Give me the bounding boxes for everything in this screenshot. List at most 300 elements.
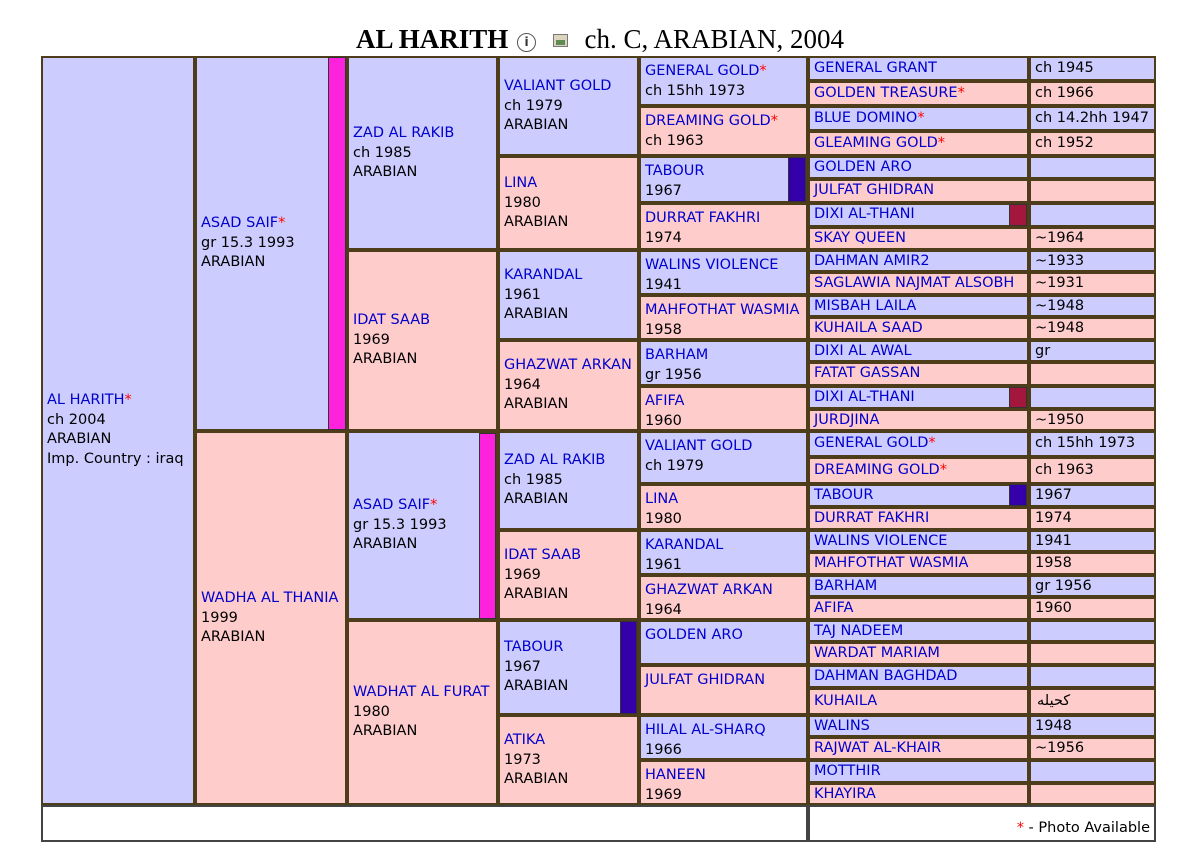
horse-entry [500, 252, 637, 325]
horse-name-link[interactable]: WADHAT AL FURAT [353, 684, 490, 700]
horse-name-link[interactable]: JULFAT GHIDRAN [645, 672, 766, 688]
horse-entry [810, 411, 1027, 431]
horse-detail-line: 1964 [645, 601, 682, 618]
gen5-info-cell [1029, 156, 1156, 179]
gen4-cell [639, 665, 808, 715]
horse-info: ~1950 [1035, 412, 1085, 428]
gen4-cell [639, 431, 808, 484]
horse-name-link[interactable]: GENERAL GOLD [645, 63, 760, 79]
horse-name-row [645, 162, 806, 182]
horse-info: gr 1956 [1035, 578, 1092, 594]
horse-name-link[interactable]: WARDAT MARIAM [814, 645, 940, 661]
horse-info: ~1948 [1035, 320, 1085, 336]
horse-name-row [645, 256, 806, 276]
horse-info: 1960 [1035, 600, 1072, 616]
horse-name-row [504, 174, 637, 194]
gen4-cell [639, 530, 808, 575]
gen4-cell [639, 760, 808, 805]
horse-name-link[interactable]: DAHMAN AMIR2 [814, 253, 930, 269]
gen5-info-cell [1029, 597, 1156, 620]
horse-entry [641, 667, 806, 691]
horse-name-row [645, 392, 806, 412]
horse-entry [810, 622, 1027, 642]
horse-name-row [504, 638, 637, 658]
horse-name-link[interactable]: IDAT SAAB [504, 547, 582, 563]
horse-name-link[interactable]: MOTTHIR [814, 763, 881, 779]
horse-name-link[interactable]: KARANDAL [645, 537, 724, 553]
horse-info: gr [1035, 343, 1051, 359]
horse-entry [197, 433, 345, 648]
gen5-info-cell [1029, 295, 1156, 317]
horse-name-link[interactable]: ATIKA [504, 732, 546, 748]
photo-available-marker: * [770, 113, 778, 129]
horse-detail-line: 1999 [201, 609, 238, 626]
horse-name-link[interactable]: MAHFOTHAT WASMIA [814, 555, 969, 571]
horse-name-link[interactable]: BARHAM [645, 347, 709, 363]
horse-name-row [504, 356, 637, 376]
horse-name-link[interactable]: GOLDEN ARO [645, 627, 743, 643]
horse-name-link[interactable]: ZAD AL RAKIB [353, 125, 455, 141]
gen5-info-cell [1029, 642, 1156, 665]
gen5-info-cell [1029, 783, 1156, 805]
horse-name-link[interactable]: MAHFOTHAT WASMIA [645, 302, 800, 318]
horse-entry [810, 342, 1027, 362]
photo-available-marker: * [430, 497, 438, 513]
grandparent-cell [347, 250, 498, 431]
horse-detail-line: 1967 [504, 658, 541, 675]
horse-detail-line: ARABIAN [353, 351, 418, 368]
gen4-cell [639, 250, 808, 295]
horse-detail-line: ARABIAN [504, 117, 569, 134]
horse-name-link[interactable]: KUHAILA [814, 693, 878, 709]
horse-detail-line: gr 15.3 1993 [201, 234, 295, 251]
gen5-name-cell [808, 457, 1029, 484]
horse-entry [641, 577, 806, 620]
gen5-info-cell [1029, 362, 1156, 386]
horse-name-link[interactable]: IDAT SAAB [353, 312, 431, 328]
horse-entry [500, 622, 637, 697]
horse-entry [500, 158, 637, 233]
horse-name-link[interactable]: GHAZWAT ARKAN [504, 357, 632, 373]
legend-cell [808, 805, 1156, 842]
horse-name-link[interactable]: ASAD SAIF [353, 497, 431, 513]
horse-entry [810, 599, 1027, 619]
horse-entry [810, 83, 1027, 104]
gen5-name-cell [808, 665, 1029, 688]
horse-name-row [645, 301, 806, 321]
gen5-info-cell [1029, 431, 1156, 457]
horse-name-link[interactable]: VALIANT GOLD [504, 78, 612, 94]
horse-detail-line: ch 2004 [47, 411, 106, 428]
horse-name-row [645, 437, 806, 457]
horse-detail-line: 1969 [353, 331, 390, 348]
horse-entry [43, 58, 193, 469]
gen4-cell [639, 203, 808, 250]
gen4-cell [639, 715, 808, 760]
horse-name-link[interactable]: LINA [504, 175, 538, 191]
gen5-info-cell [1029, 81, 1156, 106]
photo-available-marker: * [917, 110, 925, 126]
info-icon[interactable]: i [517, 33, 536, 52]
grandparent-cell [347, 56, 498, 250]
gen5-info-cell [1029, 131, 1156, 156]
horse-name-link[interactable]: AL HARITH [47, 392, 125, 408]
horse-name-link[interactable]: DIXI AL-THANI [814, 389, 915, 405]
horse-detail-line: Imp. Country : iraq [47, 450, 184, 467]
great-grandparent-cell [498, 156, 639, 250]
horse-entry [810, 762, 1027, 782]
horse-info: ch 1966 [1035, 85, 1094, 101]
horse-name-link[interactable]: SAGLAWIA NAJMAT ALSOBH [814, 275, 1015, 291]
horse-name-row [645, 112, 806, 132]
horse-name-row [645, 626, 806, 646]
horse-name-link[interactable]: JULFAT GHIDRAN [814, 182, 935, 198]
horse-entry [810, 739, 1027, 759]
horse-detail-line: ARABIAN [201, 254, 266, 271]
gen5-name-cell [808, 340, 1029, 362]
horse-name-link[interactable]: GOLDEN TREASURE [814, 85, 958, 101]
gen5-info-cell [1029, 688, 1156, 715]
gen5-name-cell [808, 688, 1029, 715]
gen5-name-cell [808, 507, 1029, 530]
horse-detail-line: ARABIAN [504, 771, 569, 788]
horse-entry [641, 388, 806, 431]
gen5-info-cell [1029, 386, 1156, 409]
horse-entry [810, 785, 1027, 805]
horse-name-link[interactable]: RAJWAT AL-KHAIR [814, 740, 942, 756]
horse-name-link[interactable]: MISBAH LAILA [814, 298, 917, 314]
horse-name-row [645, 721, 806, 741]
gen5-name-cell [808, 156, 1029, 179]
horse-name-link[interactable]: ZAD AL RAKIB [504, 452, 606, 468]
horse-entry [641, 762, 806, 805]
gen5-info-cell [1029, 760, 1156, 783]
horse-info: ~1948 [1035, 298, 1085, 314]
gen4-cell [639, 386, 808, 431]
gen5-name-cell [808, 272, 1029, 295]
horse-detail-line: 1973 [504, 751, 541, 768]
horse-detail-line: 1958 [645, 321, 682, 338]
horse-info: 1967 [1035, 487, 1072, 503]
legend-text: - Photo Available [1023, 820, 1150, 836]
horse-name-link[interactable]: HILAL AL-SHARQ [645, 722, 766, 738]
horse-name-link[interactable]: AFIFA [814, 600, 854, 616]
gen5-name-cell [808, 295, 1029, 317]
horse-entry [810, 274, 1027, 294]
horse-info: 1974 [1035, 510, 1072, 526]
horse-entry [810, 364, 1027, 384]
horse-entry [500, 532, 637, 605]
gen5-info-cell [1029, 106, 1156, 131]
gen5-name-cell [808, 642, 1029, 665]
horse-entry [641, 486, 806, 529]
horse-info: ch 1952 [1035, 135, 1094, 151]
horse-details-title: ch. C, ARABIAN, 2004 [584, 24, 845, 54]
horse-detail-line: 1966 [645, 741, 682, 758]
horse-detail-line: ARABIAN [201, 629, 266, 646]
horse-entry [810, 554, 1027, 574]
inbreeding-bar [328, 57, 346, 430]
horse-entry [810, 644, 1027, 664]
inbreeding-bar [620, 621, 637, 714]
horse-info: ch 1945 [1035, 60, 1094, 76]
horse-detail-line: 1967 [645, 182, 682, 199]
gen5-info-cell [1029, 179, 1156, 203]
horse-detail-line: 1969 [645, 786, 682, 803]
horse-detail-line: ch 1985 [504, 471, 563, 488]
horse-entry [500, 717, 637, 790]
gen4-cell [639, 156, 808, 203]
horse-entry [810, 459, 1027, 481]
gen4-cell [639, 340, 808, 386]
inbreeding-bar [1009, 484, 1027, 506]
inbreeding-bar [788, 157, 806, 202]
horse-name-row [645, 766, 806, 786]
horse-entry [810, 181, 1027, 201]
gen5-name-cell [808, 409, 1029, 431]
subject-cell [41, 56, 195, 805]
horse-entry [810, 58, 1027, 79]
photo-available-marker: * [937, 135, 946, 151]
horse-info: كحيله [1037, 693, 1071, 709]
horse-name-row [645, 62, 806, 82]
horse-name-link[interactable]: KHAYIRA [814, 786, 876, 802]
gen5-name-cell [808, 597, 1029, 620]
gen5-name-cell [808, 317, 1029, 340]
legend [1017, 820, 1150, 836]
horse-name-link[interactable]: ASAD SAIF [201, 215, 279, 231]
horse-detail-line: gr 15.3 1993 [353, 516, 447, 533]
horse-entry [810, 388, 1027, 408]
horse-name-link[interactable]: SKAY QUEEN [814, 230, 906, 246]
gen5-info-cell [1029, 507, 1156, 530]
great-grandparent-cell [498, 715, 639, 805]
gen5-name-cell [808, 737, 1029, 760]
great-grandparent-cell [498, 340, 639, 431]
horse-entry [641, 158, 806, 201]
horse-detail-line: ARABIAN [353, 536, 418, 553]
horse-name-row [645, 671, 806, 691]
horse-detail-line: ch 15hh 1973 [645, 82, 746, 99]
horse-entry [810, 319, 1027, 339]
horse-entry [197, 58, 345, 273]
gen4-cell [639, 106, 808, 156]
gen5-info-cell [1029, 620, 1156, 642]
horse-info: ~1933 [1035, 253, 1085, 269]
horse-name-row [645, 209, 806, 229]
horse-name-link[interactable]: DIXI AL-THANI [814, 206, 915, 222]
page-title [0, 24, 1200, 55]
horse-name-link[interactable]: GENERAL GRANT [814, 60, 937, 76]
inbreeding-bar [1009, 387, 1027, 408]
horse-name-row [504, 546, 637, 566]
horse-name-row [645, 346, 806, 366]
gen5-info-cell [1029, 457, 1156, 484]
gen5-info-cell [1029, 56, 1156, 81]
horse-entry [641, 108, 806, 151]
horse-detail-line: 1974 [645, 229, 682, 246]
photo-available-marker: * [939, 462, 947, 478]
horse-detail-line: 1969 [504, 566, 541, 583]
horse-entry [349, 58, 496, 183]
horse-name-link[interactable]: DURRAT FAKHRI [645, 210, 761, 226]
horse-name-link[interactable]: AFIFA [645, 393, 685, 409]
horse-name-link[interactable]: BLUE DOMINO [814, 110, 918, 126]
horse-detail-line: ARABIAN [504, 396, 569, 413]
horse-detail-line: 1960 [645, 412, 682, 429]
horse-info: 1958 [1035, 555, 1072, 571]
gen5-name-cell [808, 106, 1029, 131]
horse-entry [810, 133, 1027, 154]
horse-entry [500, 342, 637, 415]
horse-entry [349, 252, 496, 370]
horse-name-row [645, 536, 806, 556]
horse-detail-line: ch 1985 [353, 144, 412, 161]
photo-available-marker: * [278, 215, 286, 231]
horse-name-link[interactable]: TABOUR [645, 163, 705, 179]
gen5-info-cell [1029, 484, 1156, 507]
horse-detail-line: 1980 [504, 194, 541, 211]
horse-detail-line: ARABIAN [47, 431, 112, 448]
horse-entry [810, 577, 1027, 597]
gen5-info-cell [1029, 340, 1156, 362]
gen5-name-cell [808, 203, 1029, 227]
horse-name-row [47, 391, 193, 411]
horse-entry [810, 205, 1027, 225]
horse-name-row [353, 496, 496, 516]
horse-name-link[interactable]: TABOUR [504, 639, 564, 655]
horse-name-link[interactable]: GENERAL GOLD [814, 435, 929, 451]
sire-dam-cell [195, 431, 347, 805]
gen5-name-cell [808, 575, 1029, 597]
gen5-info-cell [1029, 203, 1156, 227]
great-grandparent-cell [498, 431, 639, 530]
horse-entry [810, 108, 1027, 129]
horse-entry [641, 205, 806, 248]
horse-name-link[interactable]: DREAMING GOLD [814, 462, 940, 478]
horse-entry [641, 717, 806, 760]
pedigree-chart [41, 56, 1156, 842]
horse-name-link[interactable]: GOLDEN ARO [814, 159, 912, 175]
horse-info: ~1964 [1035, 230, 1085, 246]
horse-entry [641, 433, 806, 476]
horse-name-link[interactable]: GLEAMING GOLD [814, 135, 938, 151]
horse-name-row [504, 731, 637, 751]
horse-name-link[interactable]: WALINS VIOLENCE [645, 257, 779, 273]
horse-entry [810, 532, 1027, 552]
horse-detail-line: ch 1979 [504, 97, 563, 114]
gen5-name-cell [808, 250, 1029, 272]
horse-entry [641, 622, 806, 646]
horse-name-link[interactable]: BARHAM [814, 578, 878, 594]
horse-name-link[interactable]: LINA [645, 491, 679, 507]
horse-detail-line: ARABIAN [504, 586, 569, 603]
gen5-name-cell [808, 783, 1029, 805]
horse-entry [810, 252, 1027, 272]
great-grandparent-cell [498, 620, 639, 715]
horse-entry [641, 297, 806, 340]
gen5-info-cell [1029, 552, 1156, 575]
horse-name-link[interactable]: WALINS [814, 718, 870, 734]
great-grandparent-cell [498, 530, 639, 620]
horse-name-link[interactable]: FATAT GASSAN [814, 365, 921, 381]
legend-star: * [1016, 820, 1024, 836]
horse-name-row [353, 311, 496, 331]
gen5-info-cell [1029, 409, 1156, 431]
horse-detail-line: 1980 [645, 510, 682, 527]
photo-available-marker: * [124, 392, 132, 408]
horse-name-link[interactable]: JURDJINA [814, 412, 880, 428]
gen5-info-cell [1029, 530, 1156, 552]
horse-entry [810, 158, 1027, 178]
gen5-info-cell [1029, 250, 1156, 272]
sire-dam-cell [195, 56, 347, 431]
horse-detail-line: ARABIAN [504, 491, 569, 508]
horse-name-link[interactable]: KARANDAL [504, 267, 583, 283]
photo-available-marker: * [957, 85, 965, 101]
horse-entry [349, 433, 496, 555]
horse-entry [641, 58, 806, 101]
horse-name-link[interactable]: WADHA AL THANIA [201, 590, 339, 606]
gen5-info-cell [1029, 575, 1156, 597]
horse-entry [641, 252, 806, 295]
horse-entry [810, 667, 1027, 687]
horse-name-link[interactable]: TAJ NADEEM [814, 623, 904, 639]
horse-name-link[interactable]: DURRAT FAKHRI [814, 510, 930, 526]
gen5-name-cell [808, 552, 1029, 575]
horse-name-title: AL HARITH [355, 24, 509, 54]
horse-info: ch 15hh 1973 [1035, 435, 1136, 451]
gen5-name-cell [808, 179, 1029, 203]
horse-name-link[interactable]: WALINS VIOLENCE [814, 533, 948, 549]
gen5-name-cell [808, 715, 1029, 737]
gen5-name-cell [808, 81, 1029, 106]
gen5-name-cell [808, 530, 1029, 552]
horse-name-link[interactable]: VALIANT GOLD [645, 438, 753, 454]
horse-detail-line: ch 1963 [645, 132, 704, 149]
photo-available-marker: * [928, 435, 936, 451]
horse-name-link[interactable]: TABOUR [814, 487, 874, 503]
horse-entry [810, 297, 1027, 317]
inbreeding-bar [1009, 204, 1027, 226]
horse-entry [500, 433, 637, 510]
gen5-info-cell [1029, 317, 1156, 340]
photo-icon[interactable] [553, 34, 568, 47]
horse-name-link[interactable]: DREAMING GOLD [645, 113, 771, 129]
inbreeding-bar [479, 433, 496, 619]
horse-detail-line: ARABIAN [504, 678, 569, 695]
horse-detail-line: 1941 [645, 276, 682, 293]
horse-name-link[interactable]: GHAZWAT ARKAN [645, 582, 773, 598]
gen5-info-cell [1029, 665, 1156, 688]
horse-info: ~1931 [1035, 275, 1085, 291]
horse-name-row [504, 266, 637, 286]
gen5-name-cell [808, 760, 1029, 783]
horse-detail-line: ARABIAN [504, 214, 569, 231]
horse-name-link[interactable]: DIXI AL AWAL [814, 343, 912, 359]
horse-info: 1948 [1035, 718, 1072, 734]
horse-detail-line: 1964 [504, 376, 541, 393]
horse-name-link[interactable]: DAHMAN BAGHDAD [814, 668, 958, 684]
great-grandparent-cell [498, 56, 639, 156]
gen4-cell [639, 484, 808, 530]
horse-detail-line: ch 1979 [645, 457, 704, 474]
great-grandparent-cell [498, 250, 639, 340]
horse-name-link[interactable]: HANEEN [645, 767, 706, 783]
horse-name-row [353, 124, 496, 144]
gen5-info-cell [1029, 715, 1156, 737]
horse-name-link[interactable]: KUHAILA SAAD [814, 320, 923, 336]
